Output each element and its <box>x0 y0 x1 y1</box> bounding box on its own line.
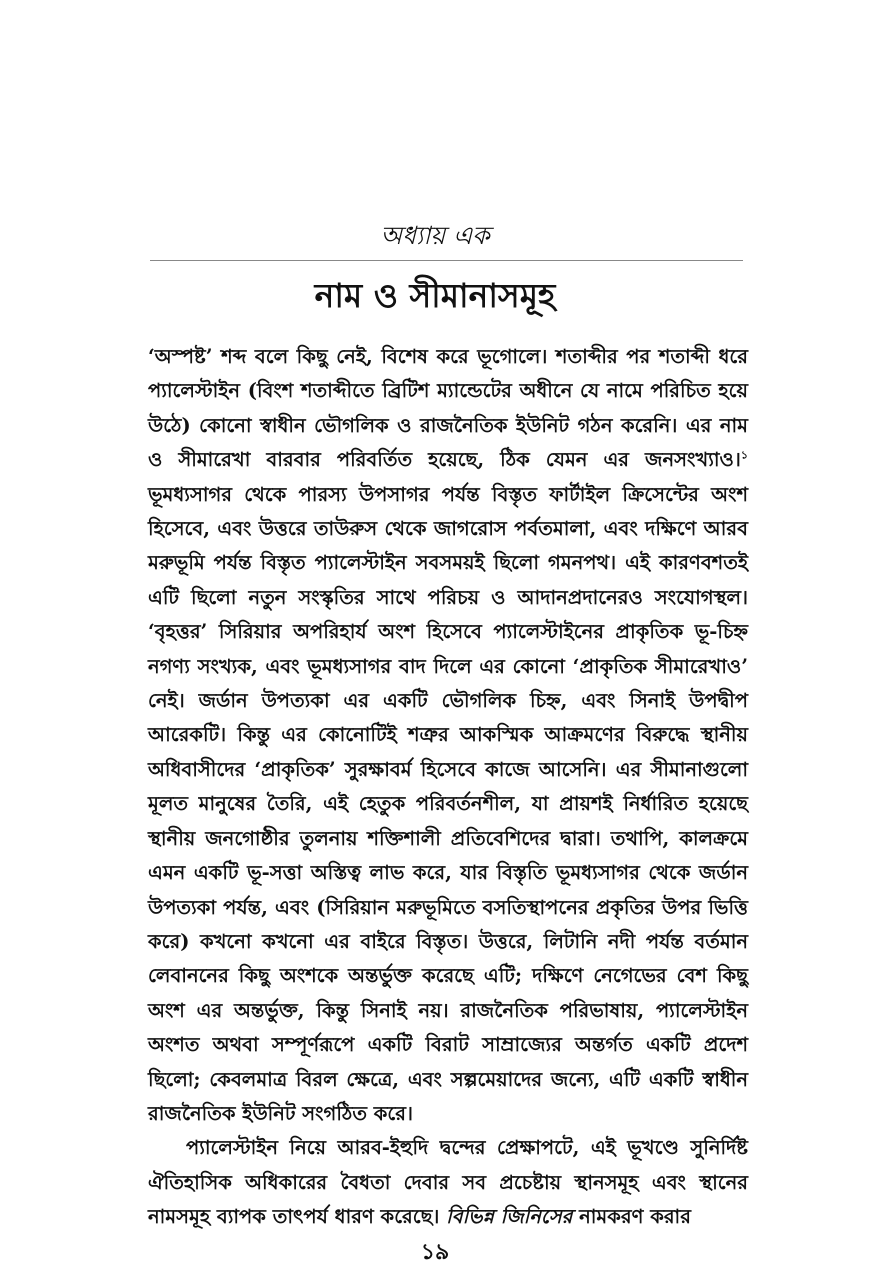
paragraph-1 <box>148 340 748 1131</box>
paragraph-2-italic: বিভিন্ন জিনিসের <box>446 1205 573 1229</box>
body-text <box>148 340 748 1235</box>
paragraph-2 <box>148 1131 748 1234</box>
page-number: ১৯ <box>420 1239 450 1265</box>
footnote-marker: ১ <box>740 448 748 462</box>
paragraph-2-text-a: প্যালেস্টাইন নিয়ে আরব-ইহুদি দ্বন্দের প্রেক্ষাপটে, এই ভূখণ্ডে সুনির্দিষ্ট ঐতিহাসিক অধিকারের বৈধতা দেবার সব প্রচেষ্টায় স্থানসমূহ এবং স্থানের নামসমূহ ব্যাপক তাৎপর্য ধারণ করেছে। <box>148 1136 748 1229</box>
paragraph-1-text-a: ‘অস্পষ্ট’ শব্দ বলে কিছু নেই, বিশেষ করে ভূগোলে। শতাব্দীর পর শতাব্দী ধরে প্যালেস্টাইন (বিংশ শতাব্দীতে ব্রিটিশ ম্যান্ডেটের অধীনে যে নামে পরিচিত হয়ে উঠে) কোনো স্বাধীন ভৌগলিক ও রাজনৈতিক ইউনিট গঠন করেনি। এর নাম ও সীমারেখা বারবার পরিবর্তিত হয়েছে, ঠিক যেমন এর জনসংখ্যাও। <box>148 345 748 472</box>
paragraph-1-text-b: ভূমধ্যসাগর থেকে পারস্য উপসাগর পর্যন্ত বিস্তৃত ফার্টাইল ক্রিসেন্টের অংশ হিসেবে, এবং উত্তরে তাউরুস থেকে জাগরোস পর্বতমালা, এবং দক্ষিণে আরব মরুভূমি পর্যন্ত বিস্তৃত প্যালেস্টাইন সবসময়ই ছিলো গমনপথ। এই কারণবশতই এটি ছিলো নতুন সংস্কৃতির সাথে পরিচয় ও আদানপ্রদানেরও সংযোগস্থল। ‘বৃহত্তর’ সিরিয়ার অপরিহার্য অংশ হিসেবে প্যালেস্টাইনের প্রাকৃতিক ভূ-চিহ্ন নগণ্য সংখ্যক, এবং ভূমধ্যসাগর বাদ দিলে এর কোনো ‘প্রাকৃতিক সীমারেখাও’ নেই। জর্ডান উপত্যকা এর একটি ভৌগলিক চিহ্ন, এবং সিনাই উপদ্বীপ আরেকটি। কিন্তু এর কোনোটিই শত্রুর আকস্মিক আক্রমণের বিরুদ্ধে স্থানীয় অধিবাসীদের ‘প্রাকৃতিক’ সুরক্ষাবর্ম হিসেবে কাজে আসেনি। এর সীমানাগুলো মূলত মানুষের তৈরি, এই হেতুক পরিবর্তনশীল, যা প্রায়শই নির্ধারিত হয়েছে স্থানীয় জনগোষ্ঠীর তুলনায় শক্তিশালী প্রতিবেশিদের দ্বারা। তথাপি, কালক্রমে এমন একটি ভূ-সত্তা অস্তিত্ব লাভ করে, যার বিস্তৃতি ভূমধ্যসাগর থেকে জর্ডান উপত্যকা পর্যন্ত, এবং (সিরিয়ান মরুভূমিতে বসতিস্থাপনের প্রকৃতির উপর ভিত্তি করে) কখনো কখনো এর বাইরে বিস্তৃত। উত্তরে, লিটানি নদী পর্যন্ত বর্তমান লেবাননের কিছু অংশকে অন্তর্ভুক্ত করেছে এটি; দক্ষিণে নেগেভের বেশ কিছু অংশ এর অন্তর্ভুক্ত, কিন্তু সিনাই নয়। রাজনৈতিক পরিভাষায়, প্যালেস্টাইন অংশত অথবা সম্পূর্ণরূপে একটি বিরাট সাম্রাজ্যের অন্তর্গত একটি প্রদেশ ছিলো; কেবলমাত্র বিরল ক্ষেত্রে, এবং সল্পমেয়াদের জন্যে, এটি একটি স্বাধীন রাজনৈতিক ইউনিট সংগঠিত করে। <box>148 482 748 1125</box>
chapter-divider <box>150 260 743 261</box>
paragraph-2-text-b: নামকরণ করার <box>572 1205 691 1229</box>
chapter-title: নাম ও সীমানাসমূহ <box>314 276 556 315</box>
chapter-label: অধ্যায় এক <box>380 221 490 250</box>
